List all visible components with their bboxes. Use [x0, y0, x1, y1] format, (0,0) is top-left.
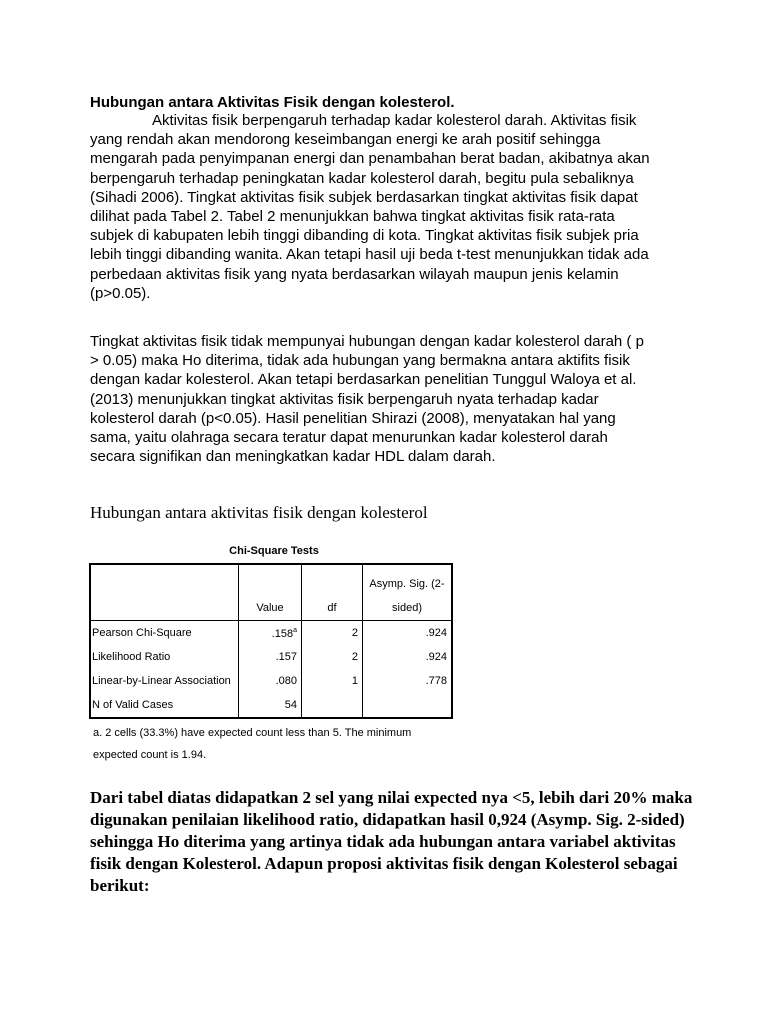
- paragraph-line: Aktivitas fisik berpengaruh terhadap kadar kolesterol darah. Aktivitas fisik: [152, 112, 637, 129]
- paragraph-line: kolesterol darah (p<0.05). Hasil penelitian Shirazi (2008), menyatakan hal yang: [90, 409, 616, 427]
- paragraph-line: (Sihadi 2006). Tingkat aktivitas fisik subjek berdasarkan tingkat aktivitas fisik dapat: [90, 188, 638, 206]
- row-sig: .778: [425, 675, 447, 687]
- header-sig-line2: sided): [392, 602, 422, 614]
- chi-square-table: [89, 563, 453, 719]
- row-label: Pearson Chi-Square: [90, 621, 239, 646]
- row-value: .157: [239, 645, 302, 669]
- footnote-line: a. 2 cells (33.3%) have expected count less than 5. The minimum: [93, 727, 412, 739]
- table-title: Chi-Square Tests: [229, 545, 319, 557]
- paragraph-line: dilihat pada Tabel 2. Tabel 2 menunjukkan bahwa tingkat aktivitas fisik rata-rata: [90, 208, 615, 226]
- table-footnote: [93, 722, 411, 766]
- row-label: Likelihood Ratio: [90, 645, 239, 669]
- header-df: df: [302, 564, 363, 621]
- row-df: 2: [302, 621, 363, 646]
- paragraph-line: Dari tabel diatas didapatkan 2 sel yang nilai expected nya <5, lebih dari 20% maka: [90, 788, 693, 807]
- paragraph-line: yang rendah akan mendorong keseimbangan energi ke arah positif sehingga: [90, 131, 601, 149]
- paragraph-line: subjek di kabupaten lebih tinggi dibanding di kota. Tingkat aktivitas fisik subjek pria: [90, 227, 639, 245]
- paragraph-2: [90, 332, 690, 466]
- paragraph-1: [90, 111, 690, 303]
- paragraph-line: fisik dengan Kolesterol. Adapun proposi aktivitas fisik dengan Kolesterol sebagai: [90, 854, 678, 873]
- paragraph-line: (2013) menunjukkan tingkat aktivitas fisik berpengaruh nyata terhadap kadar: [90, 390, 599, 408]
- table-row: [90, 669, 452, 693]
- paragraph-line: (p>0.05).: [90, 284, 151, 302]
- paragraph-line: berikut:: [90, 876, 150, 895]
- header-label-cell: [90, 564, 239, 621]
- header-asymp-sig: [363, 564, 453, 621]
- paragraph-line: digunakan penilaian likelihood ratio, didapatkan hasil 0,924 (Asymp. Sig. 2-sided): [90, 810, 685, 829]
- row-label: Linear-by-Linear Association: [90, 669, 239, 693]
- paragraph-line: > 0.05) maka Ho diterima, tidak ada hubungan yang bermakna antara aktifits fisik: [90, 352, 630, 370]
- paragraph-line: Tingkat aktivitas fisik tidak mempunyai hubungan dengan kadar kolesterol darah ( p: [90, 333, 644, 350]
- footnote-line: expected count is 1.94.: [93, 749, 207, 761]
- row-sig: [363, 693, 453, 718]
- paragraph-line: sehingga Ho diterima yang artinya tidak ada hubungan antara variabel aktivitas: [90, 832, 676, 851]
- paragraph-3: [90, 787, 693, 897]
- header-sig-line1: Asymp. Sig. (2-: [369, 578, 445, 590]
- table-row: [90, 645, 452, 669]
- paragraph-line: dengan kadar kolesterol. Akan tetapi berdasarkan penelitian Tunggul Waloya et al.: [90, 371, 637, 389]
- paragraph-line: sama, yaitu olahraga secara teratur dapat menurunkan kadar kolesterol darah: [90, 429, 608, 447]
- paragraph-line: secara signifikan dan meningkatkan kadar HDL dalam darah.: [90, 448, 496, 466]
- row-df: 1: [302, 669, 363, 693]
- paragraph-line: berpengaruh terhadap peningkatan kadar kolesterol darah, begitu pula sebaliknya: [90, 169, 634, 187]
- paragraph-line: perbedaan aktivitas fisik yang nyata berdasarkan wilayah maupun jenis kelamin: [90, 265, 619, 283]
- section-heading: Hubungan antara Aktivitas Fisik dengan kolesterol.: [90, 94, 455, 111]
- table-header-row: [90, 564, 452, 621]
- header-value: Value: [239, 564, 302, 621]
- value-text: .158: [271, 627, 294, 640]
- row-value: [239, 621, 302, 646]
- table-row: [90, 621, 452, 646]
- table-row: [90, 693, 452, 718]
- section-heading-2: Hubungan antara aktivitas fisik dengan kolesterol: [90, 503, 428, 522]
- row-sig: .924: [425, 651, 447, 663]
- footnote-marker: a: [293, 626, 297, 634]
- row-sig: .924: [425, 627, 447, 639]
- paragraph-line: mengarah pada penyimpanan energi dan penambahan berat badan, akibatnya akan: [90, 150, 650, 168]
- row-label: N of Valid Cases: [90, 693, 239, 718]
- row-value: 54: [239, 693, 302, 718]
- paragraph-line: lebih tinggi dibanding wanita. Akan tetapi hasil uji beda t-test menunjukkan tidak ada: [90, 246, 649, 264]
- row-df: 2: [302, 645, 363, 669]
- row-df: [302, 693, 363, 718]
- row-value: .080: [239, 669, 302, 693]
